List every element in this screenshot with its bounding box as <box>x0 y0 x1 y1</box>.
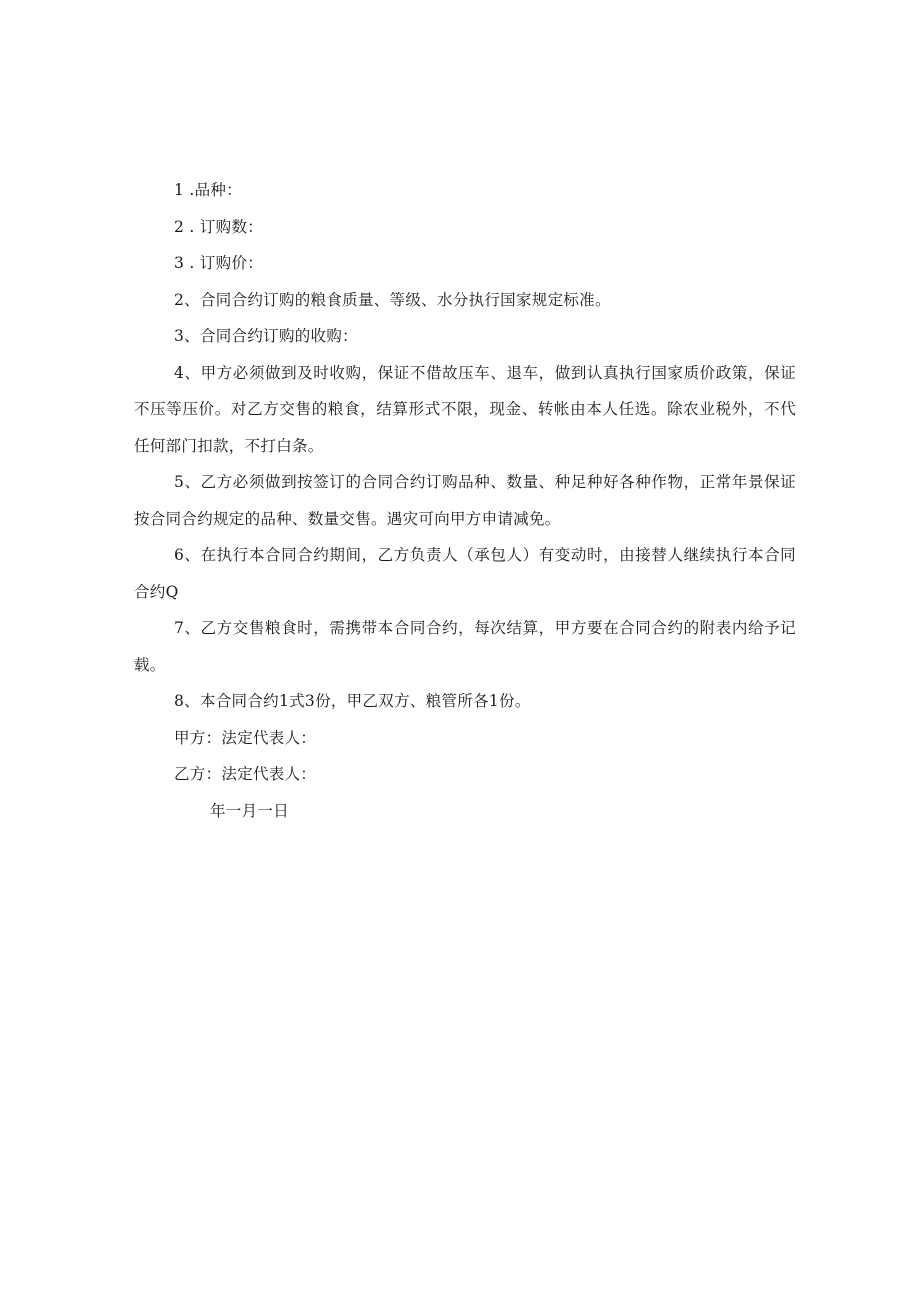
contract-body <box>134 172 796 829</box>
signature-party-a: 甲方：法定代表人： <box>174 728 317 747</box>
signature-date: 年一月一日 <box>210 801 290 820</box>
clause-4-party-a-obligations: 4、甲方必须做到及时收购，保证不借故压车、退车，做到认真执行国家质价政策，保证不压等压价。对乙方交售的粮食，结算形式不限，现金、转帐由本人任选。除农业税外，不代任何部门扣款，不打白条。 <box>134 363 796 455</box>
item-price: 3 . 订购价： <box>174 254 264 272</box>
clause-8-copies: 8、本合同合约1式3份，甲乙双方、粮管所各1份。 <box>174 692 531 710</box>
clause-7-settlement-record: 7、乙方交售粮食时，需携带本合同合约，每次结算，甲方要在合同合约的附表内给予记载。 <box>134 619 796 674</box>
clause-2-quality: 2、合同合约订购的粮食质量、等级、水分执行国家规定标准。 <box>174 290 611 309</box>
item-quantity: 2 . 订购数： <box>174 217 264 236</box>
signature-party-b: 乙方：法定代表人： <box>174 765 317 783</box>
clause-3-purchase: 3、合同合约订购的收购： <box>174 327 358 345</box>
clause-6-change-of-responsible: 6、在执行本合同合约期间，乙方负责人（承包人）有变动时，由接替人继续执行本合同合约Q <box>134 546 796 601</box>
item-variety: 1 .品种： <box>174 181 243 199</box>
clause-5-party-b-obligations: 5、乙方必须做到按签订的合同合约订购品种、数量、种足种好各种作物，正常年景保证按合同合约规定的品种、数量交售。遇灾可向甲方申请减免。 <box>134 473 796 528</box>
